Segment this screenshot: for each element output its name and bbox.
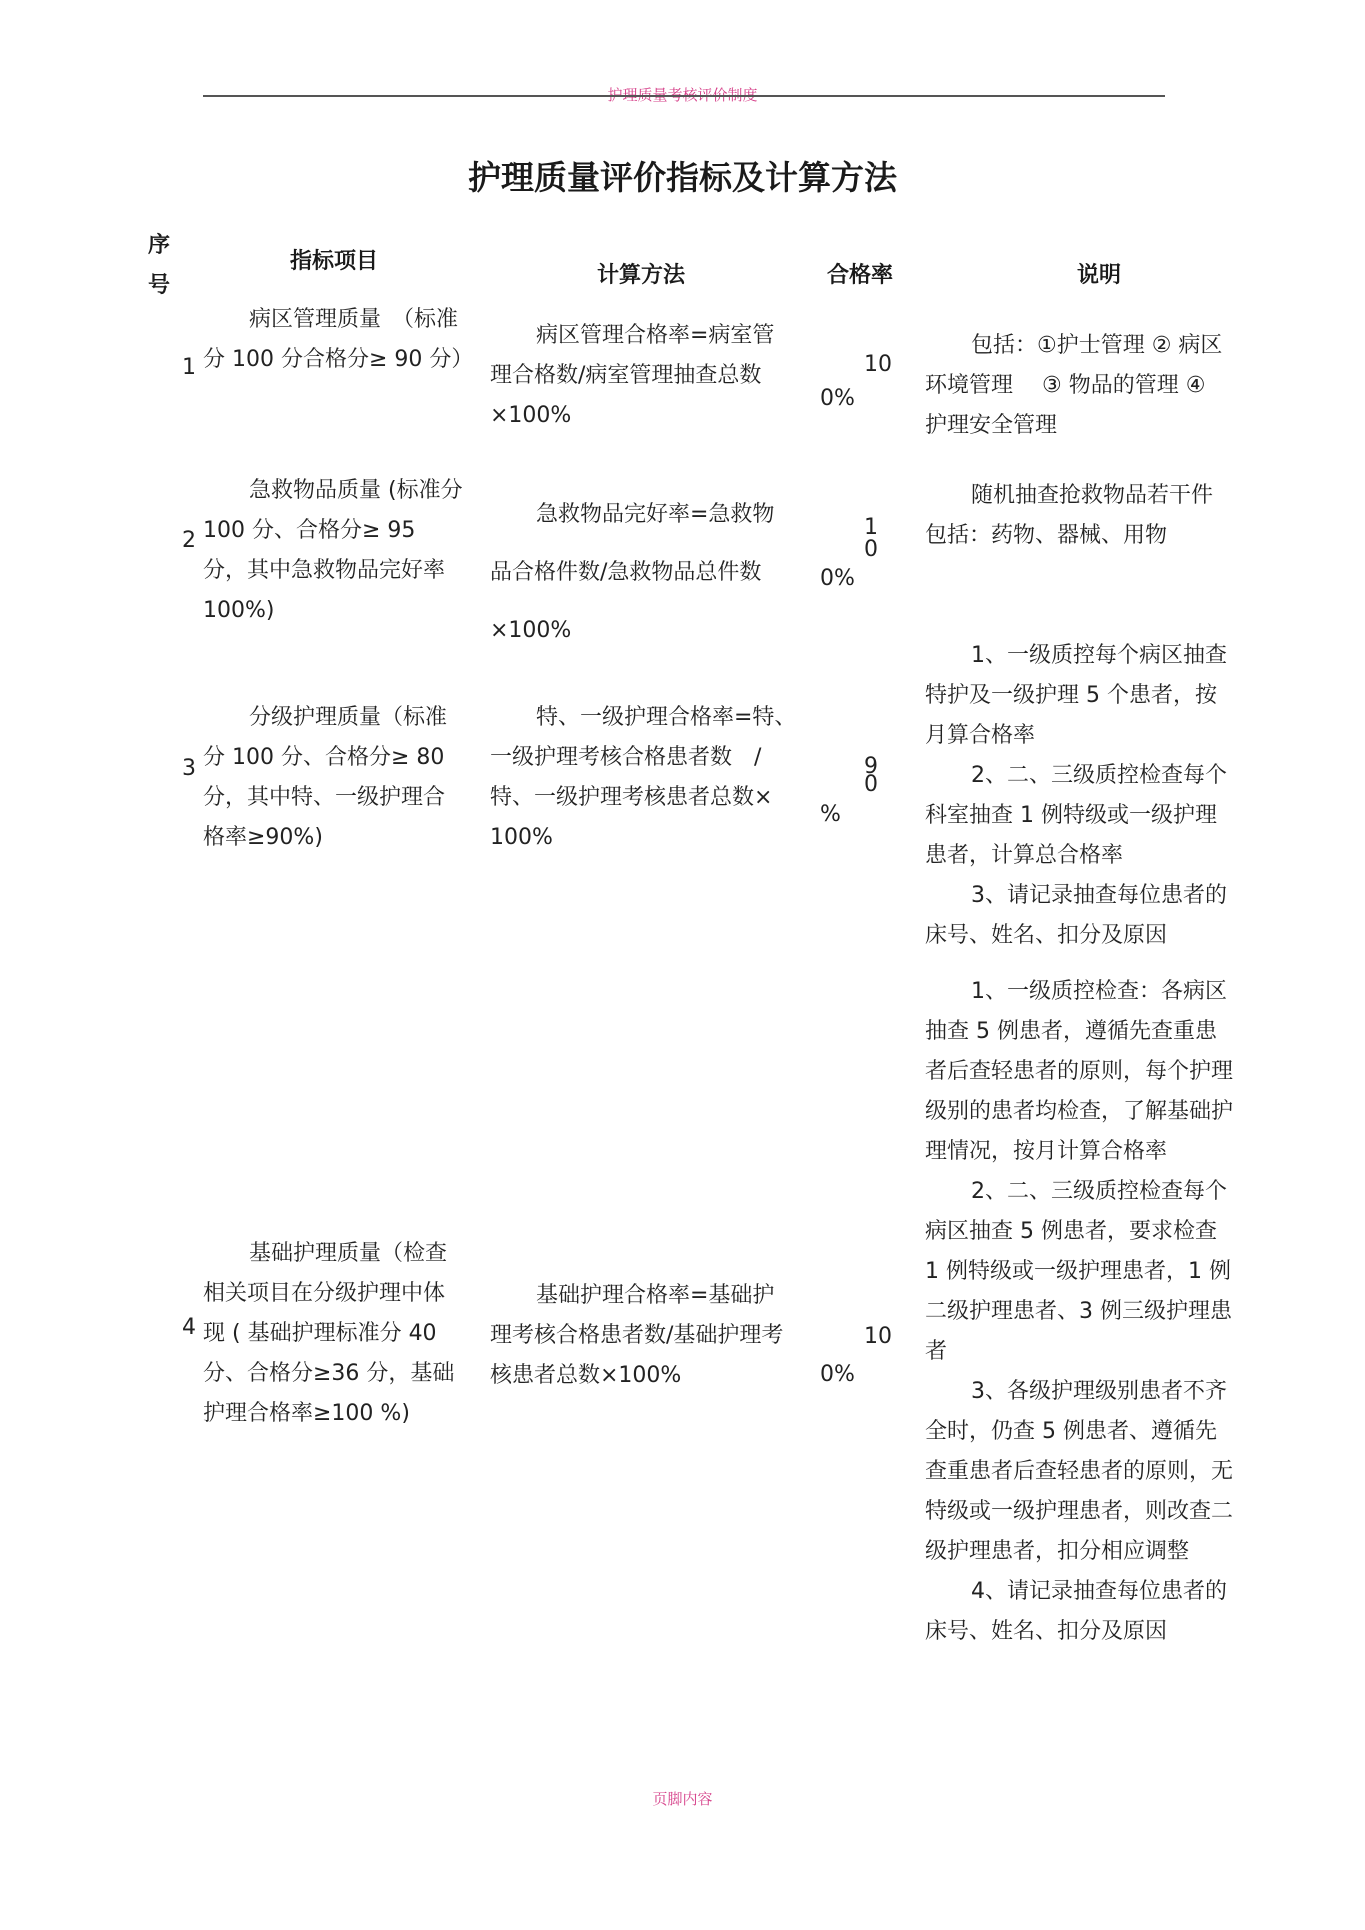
row-rate-part2: 0% (820, 566, 855, 591)
row-number: 3 (182, 756, 196, 781)
row-item: 病区管理质量 （标准分 100 分合格分≥ 90 分） (203, 307, 474, 372)
row-rate-part2: 0% (820, 1362, 855, 1387)
row-method: 特、一级护理合格率=特、一级护理考核合格患者数 / 特、一级护理考核患者总数× 100% (490, 705, 797, 850)
running-header: 护理质量考核评价制度 (607, 86, 758, 104)
row-note-para: 2、二、三级质控检查每个科室抽查 1 例特级或一级护理患者，计算总合格率 (925, 763, 1227, 868)
column-header-method: 计算方法 (597, 263, 686, 288)
row-note-para: 随机抽查抢救物品若干件包括：药物、器械、用物 (925, 483, 1214, 548)
row-note (925, 636, 1233, 956)
row-number: 2 (182, 528, 196, 553)
row-rate-part2: % (820, 802, 841, 827)
header-rule (203, 95, 1165, 97)
row-number: 4 (182, 1315, 196, 1340)
row-number: 1 (182, 355, 196, 380)
row-note (925, 476, 1225, 556)
row-note-para: 1、一级质控检查：各病区抽查 5 例患者，遵循先查重患者后查轻患者的原则，每个护理级别的患者均检查，了解基础护理情况，按月计算合格率 (925, 979, 1234, 1164)
row-rate-part1: 10 (864, 1324, 892, 1349)
row-note (925, 972, 1233, 1652)
row-rate-part2: 0% (820, 386, 855, 411)
column-header-seq: 序号 (148, 233, 171, 298)
row-item: 急救物品质量 (标准分 100 分、合格分≥ 95 分，其中急救物品完好率 100%) (203, 478, 463, 623)
page-title: 护理质量评价指标及计算方法 (468, 158, 897, 197)
row-note-para: 包括：①护士管理 ② 病区环境管理 ③ 物品的管理 ④ 护理安全管理 (925, 333, 1223, 438)
row-rate-part1: 10 (864, 515, 878, 562)
column-header-item: 指标项目 (290, 249, 379, 274)
row-rate-part1: 90 (864, 754, 878, 797)
row-note-para: 4、请记录抽查每位患者的床号、姓名、扣分及原因 (925, 1579, 1227, 1644)
row-item: 基础护理质量（检查相关项目在分级护理中体现 ( 基础护理标准分 40 分、合格分≥36 分，基础护理合格率≥100 %) (203, 1241, 455, 1426)
row-method: 急救物品完好率=急救物品合格件数/急救物品总件数×100% (490, 502, 775, 643)
row-method: 基础护理合格率=基础护理考核合格患者数/基础护理考核患者总数×100% (490, 1283, 784, 1388)
row-note-para: 2、二、三级质控检查每个病区抽查 5 例患者，要求检查 1 例特级或一级护理患者，1 例二级护理患者、3 例三级护理患者 (925, 1179, 1232, 1364)
running-footer: 页脚内容 (652, 1790, 713, 1808)
row-note-para: 1、一级质控每个病区抽查特护及一级护理 5 个患者，按月算合格率 (925, 643, 1227, 748)
column-header-rate: 合格率 (827, 263, 894, 288)
row-rate-part1: 10 (864, 352, 892, 377)
row-note (925, 326, 1233, 446)
row-note-para: 3、各级护理级别患者不齐全时，仍查 5 例患者、遵循先查重患者后查轻患者的原则，无特级或一级护理患者，则改查二级护理患者，扣分相应调整 (925, 1379, 1234, 1564)
row-note-para: 3、请记录抽查每位患者的床号、姓名、扣分及原因 (925, 883, 1227, 948)
row-method: 病区管理合格率=病室管理合格数/病室管理抽查总数×100% (490, 323, 775, 428)
column-header-note: 说明 (1077, 263, 1122, 288)
row-item: 分级护理质量（标准分 100 分、合格分≥ 80 分，其中特、一级护理合格率≥90%) (203, 705, 448, 850)
